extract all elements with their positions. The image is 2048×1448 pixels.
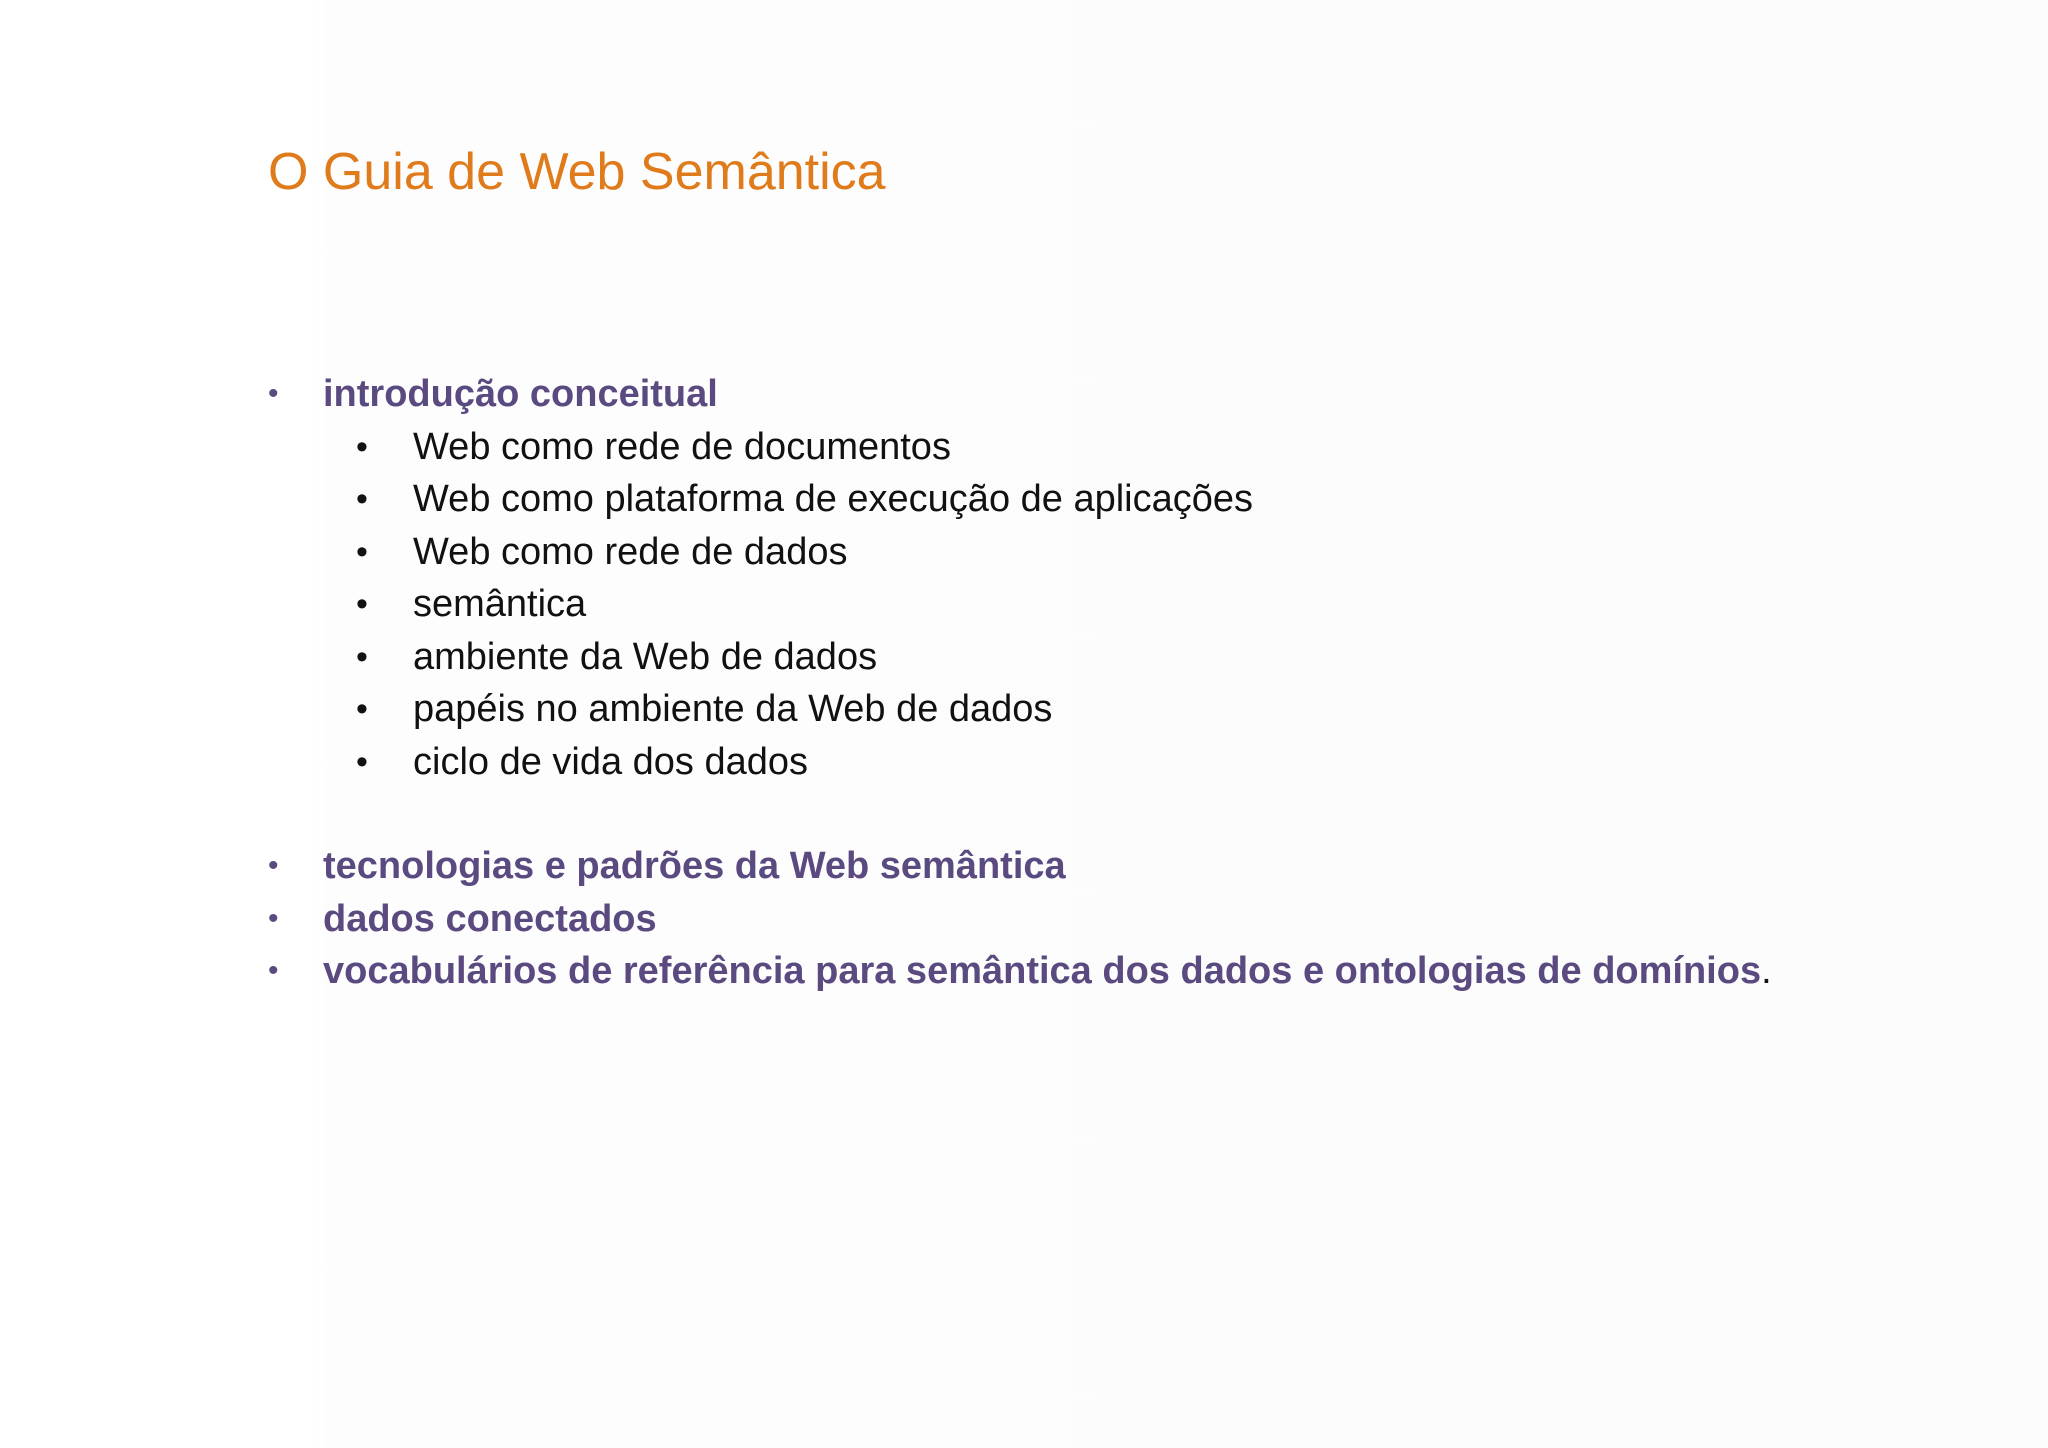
subtopic-label: Web como plataforma de execução de aplicações <box>413 478 1254 520</box>
list-spacer <box>268 788 1772 840</box>
slide-title: O Guia de Web Semântica <box>268 143 886 201</box>
topic-item <box>268 945 1772 998</box>
bullet-icon: • <box>356 532 368 571</box>
subtopic-item <box>356 736 1772 789</box>
subtopic-label: Web como rede de dados <box>413 530 848 573</box>
bullet-icon: • <box>356 742 368 781</box>
subtopic-item <box>356 578 1772 631</box>
topic-label: dados conectados <box>323 897 657 940</box>
bullet-icon: • <box>356 637 368 676</box>
subtopic-list <box>323 421 1772 789</box>
topic-item <box>268 840 1772 893</box>
subtopic-item <box>356 526 1772 579</box>
subtopic-label: papéis no ambiente da Web de dados <box>413 688 1053 730</box>
subtopic-label: ambiente da Web de dados <box>413 635 878 678</box>
subtopic-label: ciclo de vida dos dados <box>413 740 809 783</box>
subtopic-item <box>356 421 1772 474</box>
topic-label: vocabulários de referência para semântica dos dados e ontologias de domínios <box>323 950 1762 992</box>
bullet-icon: • <box>356 427 368 466</box>
topic-label: tecnologias e padrões da Web semântica <box>323 845 1066 887</box>
bullet-icon: • <box>268 901 279 935</box>
subtopic-item <box>356 631 1772 684</box>
topic-item <box>268 368 1772 788</box>
subtopic-label: semântica <box>413 583 587 625</box>
subtopic-item <box>356 683 1772 736</box>
topic-item <box>268 893 1772 946</box>
bullet-icon: • <box>268 377 279 410</box>
subtopic-label: Web como rede de documentos <box>413 425 951 468</box>
bullet-icon: • <box>356 690 368 728</box>
topic-label: introdução conceitual <box>323 373 718 415</box>
bullet-icon: • <box>268 954 279 987</box>
trailing-period: . <box>1761 950 1772 992</box>
subtopic-item <box>356 473 1772 526</box>
bullet-icon: • <box>268 849 279 882</box>
bullet-icon: • <box>356 480 368 518</box>
topic-list <box>268 368 1772 998</box>
bullet-icon: • <box>356 585 368 623</box>
